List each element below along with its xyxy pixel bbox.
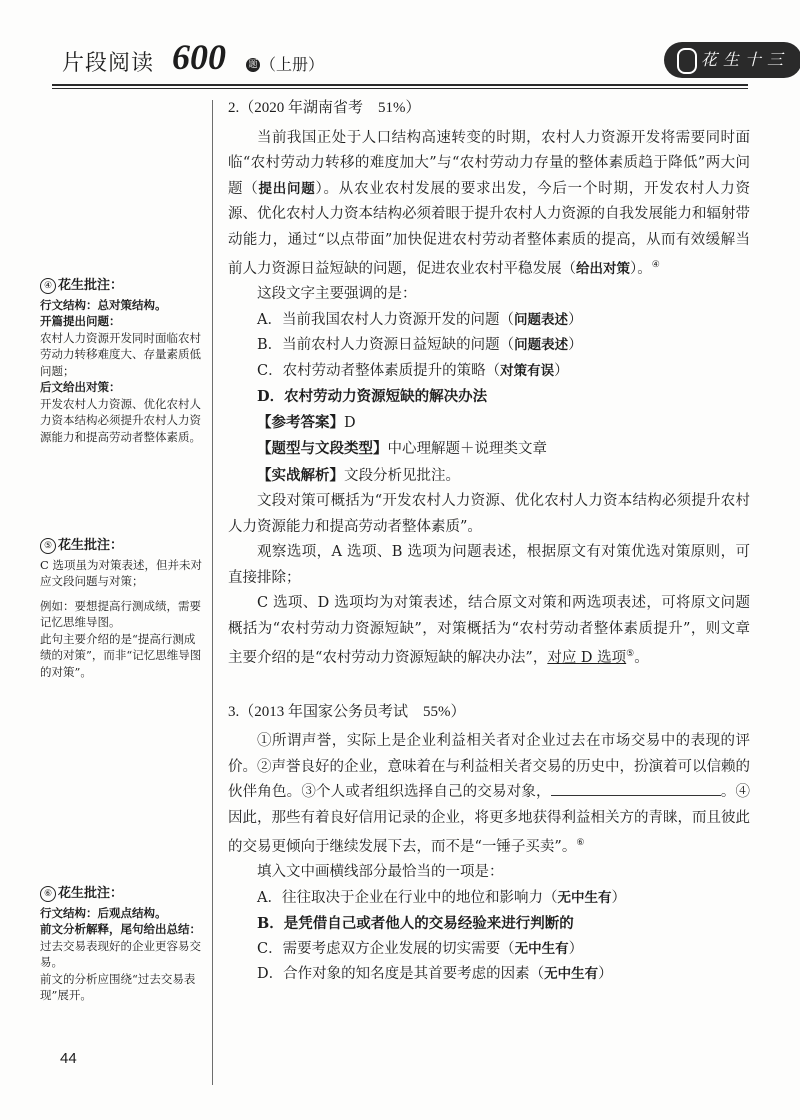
option-d[interactable]: D．农村劳动力资源短缺的解决办法 bbox=[257, 388, 488, 406]
option-b[interactable]: B．当前农村人力资源日益短缺的问题（问题表述） bbox=[257, 337, 583, 354]
explanation-2: 观察选项，A 选项、B 选项为问题表述，根据原文有对策优选对策原则，可直接排除； bbox=[228, 544, 750, 586]
brand-logo bbox=[664, 42, 800, 78]
page-header bbox=[52, 37, 789, 86]
footnote-marker: ⑥ bbox=[576, 838, 585, 849]
annotation-note: 提出问题 bbox=[258, 180, 316, 197]
q3-option-c[interactable]: C．需要考虑双方企业发展的切实需要（无中生有） bbox=[257, 940, 584, 957]
type-line: 【题型与文段类型】中心理解题＋说理类文章 bbox=[257, 440, 547, 458]
margin-divider bbox=[212, 100, 213, 1085]
question-3-heading: 3.（2013 年国家公务员考试 55%） bbox=[228, 703, 466, 720]
analysis-line: 【实战解析】文段分析见批注。 bbox=[257, 466, 460, 484]
main-column bbox=[228, 96, 750, 988]
volume-label: （上册） bbox=[260, 55, 325, 74]
book-number: 600 bbox=[172, 37, 226, 77]
question-2-stem: 这段文字主要强调的是： bbox=[257, 286, 417, 303]
option-c[interactable]: C．农村劳动者整体素质提升的策略（对策有误） bbox=[257, 362, 569, 379]
question-2-heading: 2.（2020 年湖南省考 51%） bbox=[228, 100, 421, 116]
footnote-marker: ⑤ bbox=[626, 649, 635, 660]
question-2-passage: 当前我国正处于人口结构高速转变的时期，农村人力资源开发将需要同时面临“农村劳动力转移的难度加大”与“农村劳动力存量的整体素质趋于降低”两大问题（提出问题）。从农业农村发展的要求出发，今后一个时期，开发农村人力资源、优化农村人力资本结构必须着眼于提升农村人力资源的自我发展能力和辐射带动能力，通过“以点带面”加快促进农村劳动者整体素质的提高，从而有效缓解当前人力资源日益短缺的问题，促进农业农村平稳发展（给出对策）。④ bbox=[228, 129, 751, 277]
q3-option-b[interactable]: B．是凭借自己或者他人的交易经验来进行判断的 bbox=[257, 915, 574, 933]
q3-option-a[interactable]: A．往往取决于企业在行业中的地位和影响力（无中生有） bbox=[257, 889, 626, 906]
question-3-passage: ①所谓声誉，实际上是企业利益相关者对企业过去在市场交易中的表现的评价。②声誉良好的企业，意味着在与利益相关者交易的历史中，扮演着可以信赖的伙伴角色。③个人或者组织选择自己的交易对象， 。④因此，那些有着良好信用记录的企业，将更多地获得利益相关方的青睐，而且彼此的交易更倾向于继续发展下去，而不是“一锤子买卖”。⑥ bbox=[228, 733, 751, 855]
explanation-1: 文段对策可概括为“开发农村人力资源、优化农村人力资本结构必须提升农村人力资源能力和提高劳动者整体素质”。 bbox=[228, 493, 750, 535]
page-number: 44 bbox=[60, 1050, 77, 1067]
sidenote-5: ⑤ 花生批注： C 选项虽为对策表述，但并未对应文段问题与对策； 例如：要想提高行测成绩，需要记忆思维导图。 此句主要介绍的是“提高行测成绩的对策”，而非“记忆思维导图的对策”。 bbox=[40, 538, 202, 679]
fill-in-blank[interactable] bbox=[551, 781, 721, 796]
question-3-stem: 填入文中画横线部分最恰当的一项是： bbox=[257, 864, 504, 881]
header-rule-thin bbox=[52, 88, 748, 89]
q3-option-d[interactable]: D．合作对象的知名度是其首要考虑的因素（无中生有） bbox=[257, 966, 613, 983]
annotation-note: 给出对策 bbox=[576, 260, 630, 277]
sidenote-6: ⑥ 花生批注： 行文结构：后观点结构。 前文分析解释，尾句给出总结：过去交易表现好的企业更容易交易。 前文的分析应围绕“过去交易表现”展开。 bbox=[40, 886, 201, 1002]
footnote-marker: ④ bbox=[651, 260, 660, 270]
peanut-icon bbox=[677, 48, 697, 74]
book-title: 片段阅读 bbox=[62, 51, 155, 76]
answer-line: 【参考答案】D bbox=[257, 413, 356, 431]
header-rule bbox=[52, 84, 748, 86]
option-a[interactable]: A．当前我国农村人力资源开发的问题（问题表述） bbox=[257, 311, 583, 328]
explanation-3: C 选项、D 选项均为对策表述，结合原文对策和两选项表述，可将原文问题概括为“农村劳动力资源短缺”，对策概括为“农村劳动者整体素质提升”，则文章主要介绍的是“农村劳动力资源短缺的解决办法”，对应 D 选项⑤。 bbox=[228, 595, 750, 667]
logo-text: 花生十三 bbox=[700, 50, 789, 69]
book-number-suffix: 题 bbox=[246, 58, 260, 72]
sidenote-4: ④ 花生批注： 行文结构：总对策结构。 开篇提出问题： 农村人力资源开发同时面临农村劳动力转移难度大、存量素质低问题； 后文给出对策： 开发农村人力资源、优化农村人力资本结构必须提升农村人力资源能力和提高劳动者整体素质。 bbox=[40, 278, 201, 444]
